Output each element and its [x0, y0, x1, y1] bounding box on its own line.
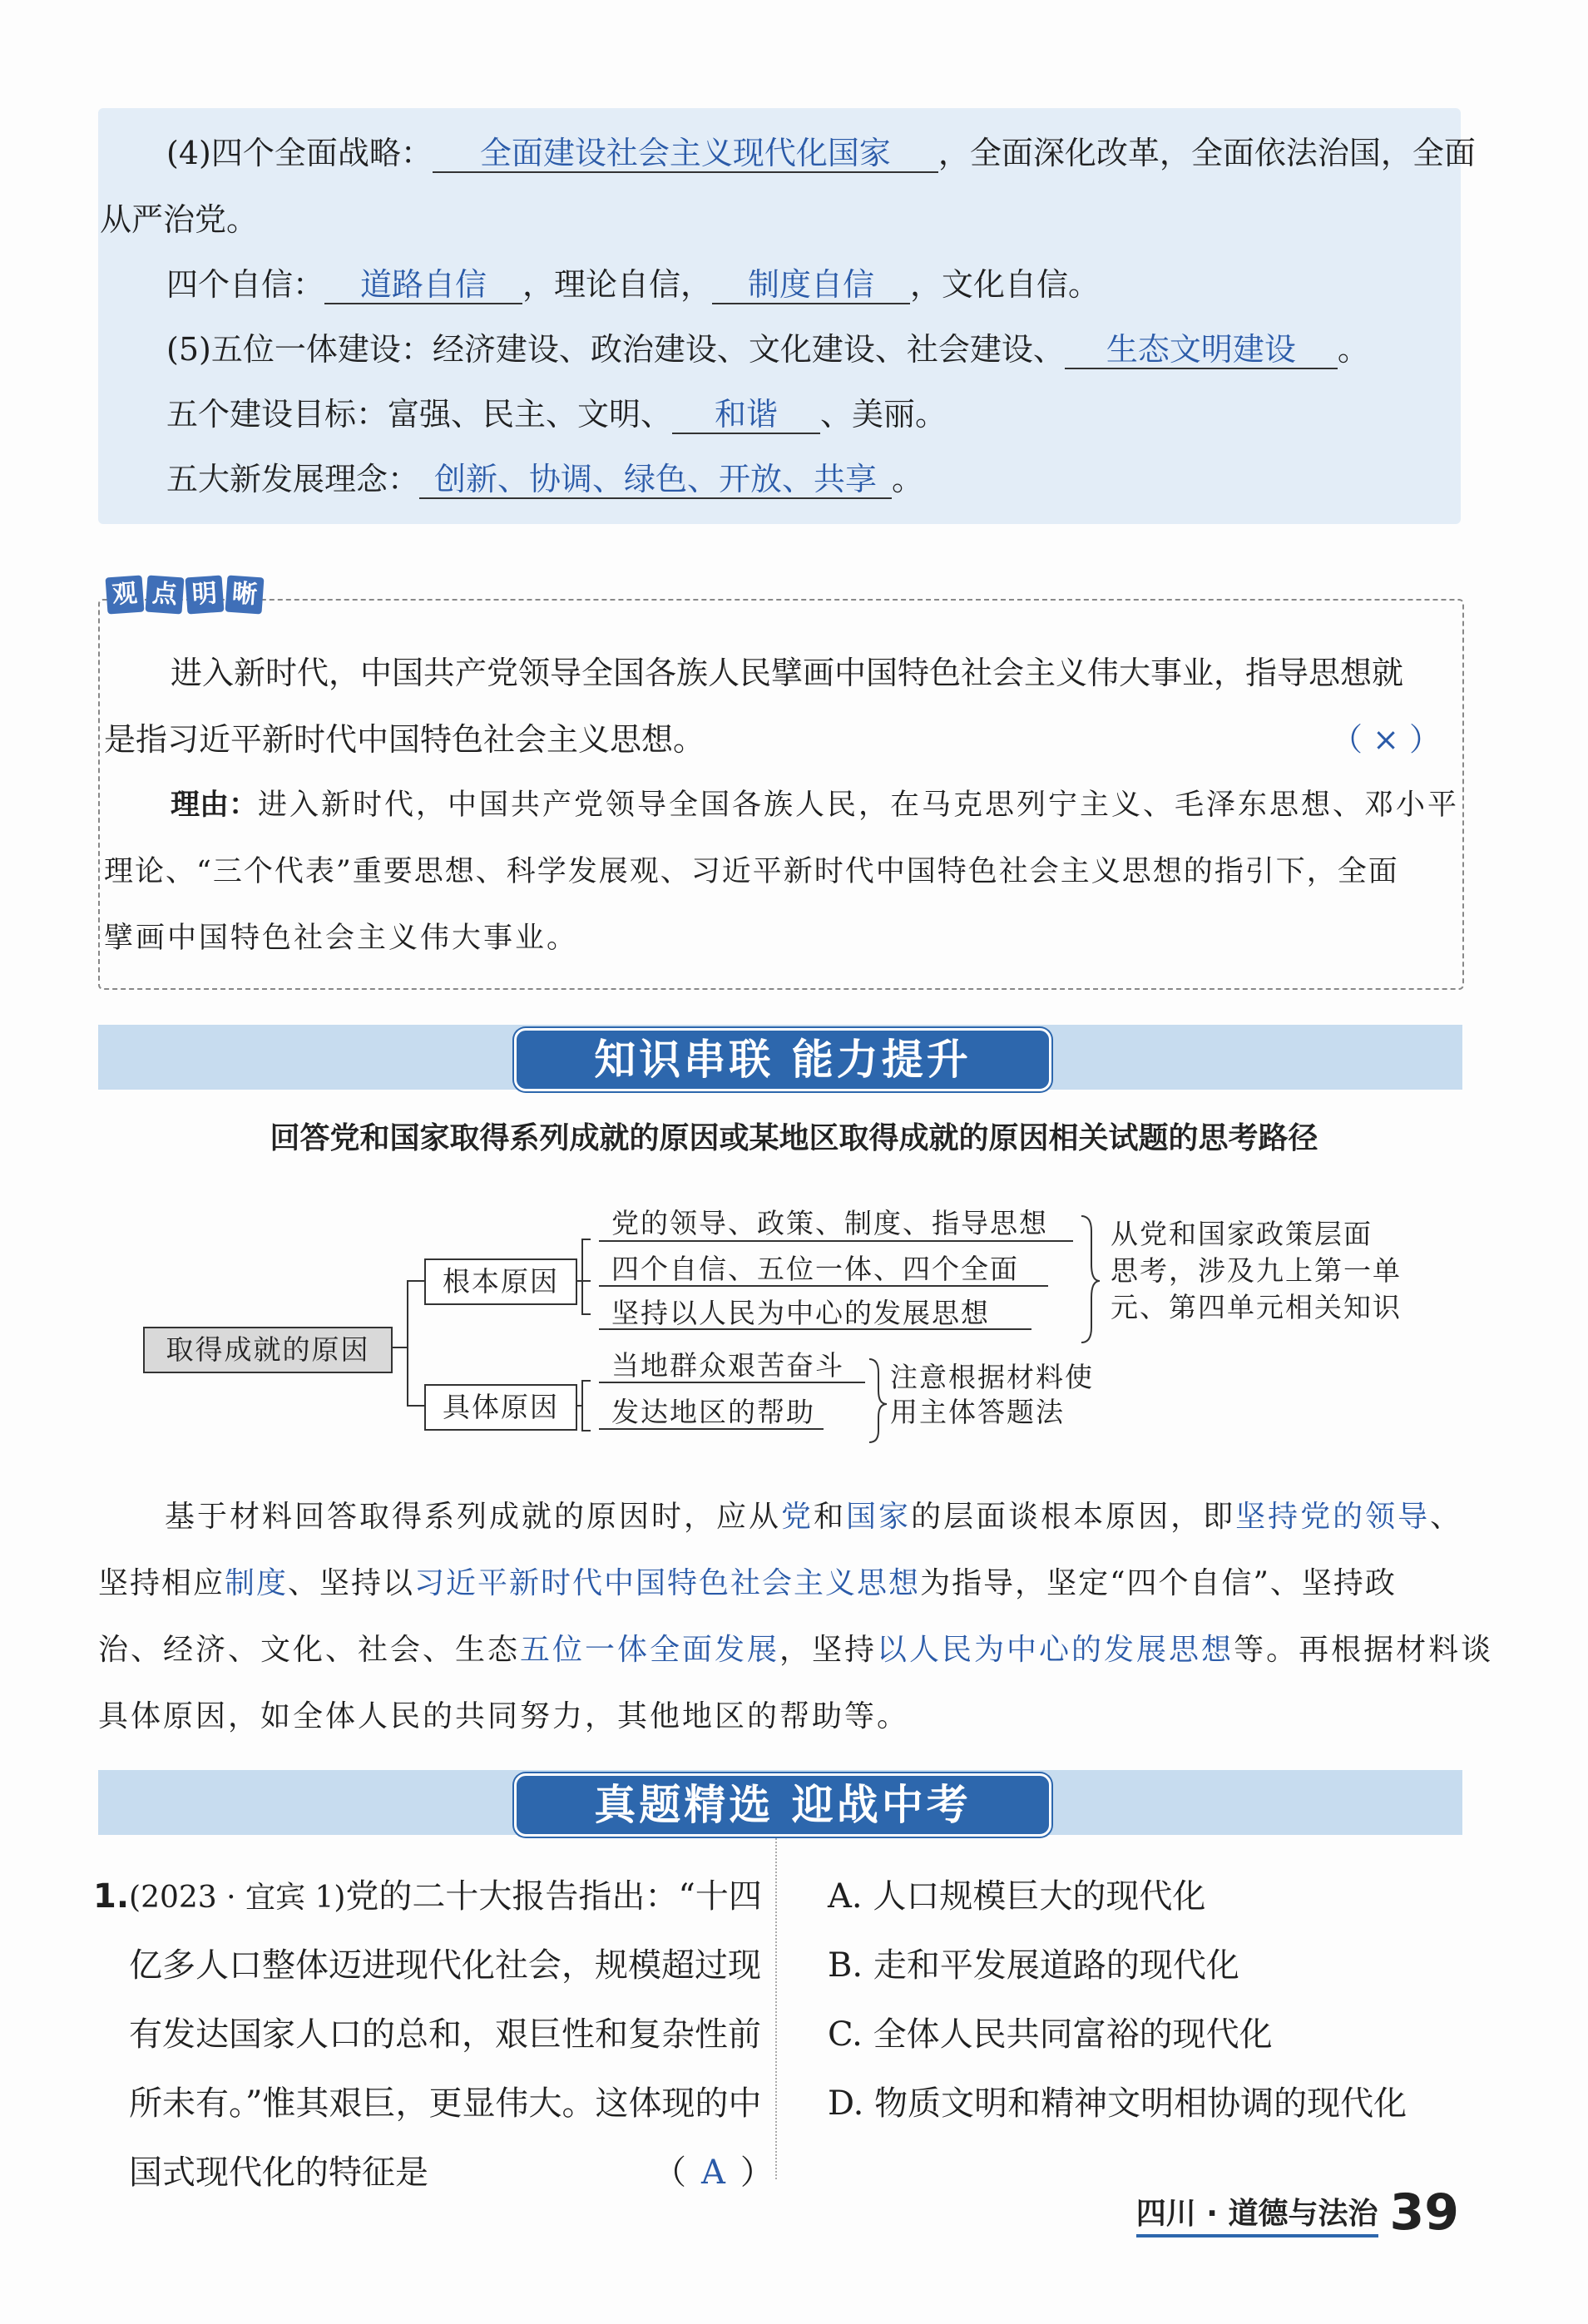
fill-blank-answer: 制度自信	[712, 266, 910, 304]
text: 、	[1430, 1500, 1463, 1534]
diagram-note: 思考，涉及九上第一单	[1111, 1254, 1402, 1287]
diagram-root-node: 取得成就的原因	[143, 1327, 393, 1373]
tag-char: 观	[106, 576, 145, 615]
tag-char: 晰	[225, 576, 265, 615]
line-text: 四个自信：	[166, 266, 325, 303]
diagram-note: 从党和国家政策层面	[1111, 1218, 1373, 1250]
line-text: 五大新发展理念：	[166, 461, 420, 497]
key-term: 国家	[846, 1500, 912, 1534]
text: 和	[814, 1500, 847, 1534]
page-footer	[1135, 2183, 1459, 2242]
statement-line: 进入新时代，中国共产党领导全国各族人民擘画中国特色社会主义伟大事业，指导思想就	[171, 655, 1404, 691]
key-term: 党	[781, 1500, 814, 1534]
answer-choice: A	[701, 2153, 725, 2192]
diagram-branch-specific: 具体原因	[424, 1384, 577, 1431]
page-number: 39	[1389, 2183, 1459, 2242]
paragraph-line	[98, 1630, 1493, 1670]
fill-blank-answer: 创新、协调、绿色、开放、共享	[419, 461, 892, 499]
footer-label: 四川 · 道德与法治	[1136, 2190, 1378, 2237]
line-text: ，全面深化改革，全面依法治国，全面	[937, 135, 1476, 171]
section-title: 真题精选 迎战中考	[514, 1773, 1051, 1837]
column-divider	[775, 1838, 777, 2179]
fill-blank-answer: 生态文明建设	[1065, 331, 1338, 369]
diagram-note: 注意根据材料使	[890, 1361, 1094, 1393]
question-stem-line: 亿多人口整体迈进现代化社会，规模超过现	[129, 1946, 761, 1985]
question-stem-line: 有发达国家人口的总和，艰巨性和复杂性前	[129, 2015, 761, 2054]
line-text: 、美丽。	[820, 396, 947, 433]
text: 坚持相应	[98, 1566, 225, 1600]
reason-text: 进入新时代，中国共产党领导全国各族人民，在马克思列宁主义、毛泽东思想、邓小平	[258, 789, 1460, 822]
bracket: （	[653, 2153, 686, 2192]
key-term: 制度	[225, 1566, 289, 1600]
diagram-note: 元、第四单元相关知识	[1111, 1291, 1402, 1323]
statement-line: 是指习近平新时代中国特色社会主义思想。	[104, 721, 705, 758]
key-term: 坚持党的领导	[1235, 1500, 1431, 1534]
key-term: 以人民为中心的发展思想	[877, 1633, 1234, 1667]
diagram-item: 当地群众艰苦奋斗	[611, 1349, 844, 1382]
reason-label: 理由：	[171, 789, 259, 822]
bracket: ）	[740, 2153, 774, 2192]
key-term: 习近平新时代中国特色社会主义思想	[414, 1566, 921, 1600]
question-number: 1.	[93, 1877, 130, 1916]
line-text: (5)五位一体建设：经济建设、政治建设、文化建设、社会建设、	[166, 331, 1065, 368]
line-text: 。	[1337, 331, 1369, 368]
option-a: A. 人口规模巨大的现代化	[828, 1877, 1206, 1916]
text: 等。再根据材料谈	[1234, 1633, 1494, 1667]
fill-blank-answer: 全面建设社会主义现代化国家	[433, 135, 938, 173]
line-text: ，理论自信，	[522, 266, 713, 303]
key-term: 五位一体全面发展	[520, 1633, 780, 1667]
fill-blank-answer: 和谐	[672, 396, 820, 434]
paragraph-line	[98, 1564, 1397, 1604]
diagram-subtitle: 回答党和国家取得系列成就的原因或某地区取得成就的原因相关试题的思考路径	[270, 1121, 1318, 1155]
tag-char: 点	[146, 576, 185, 615]
diagram-item: 四个自信、五位一体、四个全面	[611, 1253, 1019, 1285]
reason-line: 理论、“三个代表”重要思想、科学发展观、习近平新时代中国特色社会主义思想的指引下，全面	[104, 855, 1399, 888]
tag-char: 明	[186, 576, 225, 615]
answer-bracket	[653, 2152, 774, 2193]
question-stem-line: 国式现代化的特征是	[129, 2153, 428, 2192]
question-source: (2023 · 宜宾 1)	[129, 1881, 346, 1915]
diagram-item: 发达地区的帮助	[611, 1396, 815, 1428]
diagram-branch-fundamental: 根本原因	[424, 1258, 577, 1305]
option-c: C. 全体人民共同富裕的现代化	[828, 2015, 1273, 2054]
paragraph-line: 具体原因，如全体人民的共同努力，其他地区的帮助等。	[98, 1699, 910, 1733]
paragraph-line	[165, 1497, 1462, 1537]
diagram-item: 坚持以人民为中心的发展思想	[611, 1297, 990, 1329]
option-b: B. 走和平发展道路的现代化	[828, 1946, 1239, 1985]
diagram-item: 党的领导、政策、制度、指导思想	[611, 1207, 1048, 1239]
line-text: 五个建设目标：富强、民主、文明、	[166, 396, 673, 433]
section-banner	[98, 1770, 1462, 1835]
text: ，坚持	[779, 1633, 878, 1667]
line-text: (4)四个全面战略：	[166, 135, 433, 171]
question-stem-line	[93, 1876, 762, 1919]
fill-blank-answer: 道路自信	[324, 266, 522, 304]
reason-line: 擘画中国特色社会主义伟大事业。	[104, 922, 579, 955]
text: 为指导，坚定“四个自信”、坚持政	[920, 1566, 1397, 1600]
diagram-note: 用主体答题法	[890, 1396, 1065, 1428]
option-d: D. 物质文明和精神文明相协调的现代化	[828, 2084, 1407, 2123]
text: 基于材料回答取得系列成就的原因时，应从	[165, 1500, 782, 1534]
judgement-mark: （ × ）	[1331, 721, 1441, 758]
line-text: ，文化自信。	[910, 266, 1101, 303]
line-text: 。	[892, 461, 924, 497]
four-comprehensives-line-cont: 从严治党。	[100, 201, 259, 238]
text: 的层面谈根本原因，即	[911, 1500, 1236, 1534]
question-text: 党的二十大报告指出：“十四	[345, 1877, 762, 1916]
text: 治、经济、文化、社会、生态	[98, 1633, 521, 1667]
question-stem-line: 所未有。”惟其艰巨，更显伟大。这体现的中	[129, 2084, 762, 2123]
section-title: 知识串联 能力提升	[514, 1028, 1051, 1091]
text: 、坚持以	[288, 1566, 415, 1600]
